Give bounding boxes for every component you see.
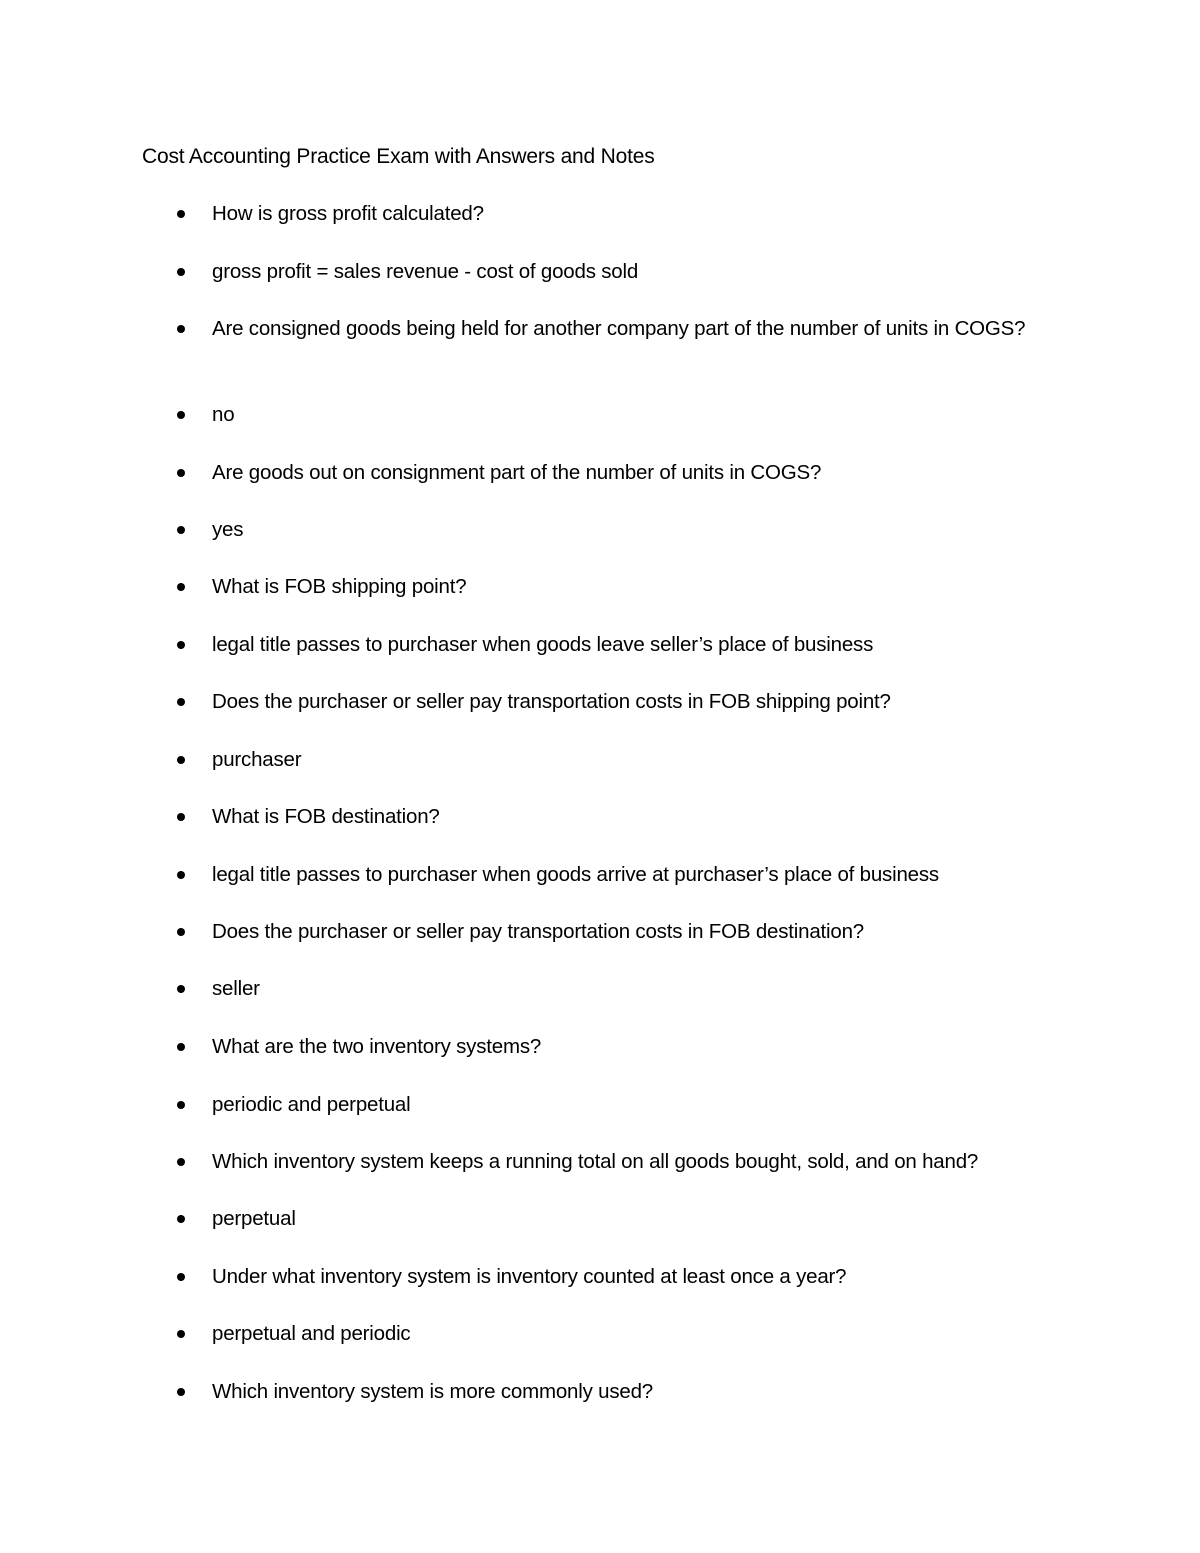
bullet-item-14 (170, 974, 1040, 1004)
bullet-icon (177, 411, 185, 419)
bullet-icon (177, 1273, 185, 1281)
bullet-icon (177, 583, 185, 591)
bullet-item-7 (170, 572, 1040, 602)
bullet-icon (177, 1101, 185, 1109)
bullet-icon (177, 526, 185, 534)
bullet-item-3 (170, 314, 1040, 344)
bullet-icon (177, 871, 185, 879)
bullet-item-8 (170, 630, 1040, 660)
bullet-text: Does the purchaser or seller pay transportation costs in FOB shipping point? (212, 690, 891, 713)
bullet-text: no (212, 403, 235, 426)
bullet-item-21 (170, 1377, 1040, 1407)
bullet-text: What are the two inventory systems? (212, 1035, 542, 1058)
bullet-item-2 (170, 257, 1040, 287)
bullet-icon (177, 985, 185, 993)
bullet-text: Are goods out on consignment part of the number of units in COGS? (212, 461, 822, 484)
bullet-item-6 (170, 515, 1040, 545)
bullet-text: Which inventory system keeps a running total on all goods bought, sold, and on hand? (212, 1150, 979, 1173)
bullet-item-5 (170, 458, 1040, 488)
bullet-text: Which inventory system is more commonly used? (212, 1380, 654, 1403)
bullet-icon (177, 325, 185, 333)
bullet-icon (177, 1215, 185, 1223)
bullet-item-18 (170, 1204, 1040, 1234)
bullet-icon (177, 268, 185, 276)
bullet-text: purchaser (212, 748, 302, 771)
bullet-icon (177, 210, 185, 218)
bullet-item-15 (170, 1032, 1040, 1062)
bullet-item-9 (170, 687, 1040, 717)
bullet-item-13 (170, 917, 1040, 947)
bullet-item-10 (170, 745, 1040, 775)
bullet-item-4 (170, 400, 1040, 430)
bullet-text: legal title passes to purchaser when goods arrive at purchaser’s place of business (212, 863, 939, 886)
bullet-text: How is gross profit calculated? (212, 202, 484, 225)
bullet-text: seller (212, 977, 260, 1000)
bullet-text: Does the purchaser or seller pay transportation costs in FOB destination? (212, 920, 864, 943)
document-title: Cost Accounting Practice Exam with Answers and Notes (142, 145, 655, 168)
bullet-text: What is FOB shipping point? (212, 575, 467, 598)
bullet-item-17 (170, 1147, 1040, 1177)
bullet-icon (177, 928, 185, 936)
bullet-item-1 (170, 199, 1040, 229)
bullet-icon (177, 1158, 185, 1166)
bullet-text: Under what inventory system is inventory counted at least once a year? (212, 1265, 847, 1288)
bullet-text: legal title passes to purchaser when goods leave seller’s place of business (212, 633, 874, 656)
bullet-icon (177, 469, 185, 477)
bullet-icon (177, 756, 185, 764)
bullet-icon (177, 1388, 185, 1396)
bullet-icon (177, 698, 185, 706)
bullet-text: gross profit = sales revenue - cost of goods sold (212, 260, 639, 283)
bullet-item-11 (170, 802, 1040, 832)
bullet-text: What is FOB destination? (212, 805, 440, 828)
bullet-item-16 (170, 1090, 1040, 1120)
bullet-item-19 (170, 1262, 1040, 1292)
bullet-icon (177, 1043, 185, 1051)
bullet-text: periodic and perpetual (212, 1093, 411, 1116)
bullet-text: perpetual (212, 1207, 296, 1230)
bullet-icon (177, 1330, 185, 1338)
bullet-text: Are consigned goods being held for another company part of the number of units in COGS? (212, 317, 1026, 340)
bullet-item-20 (170, 1319, 1040, 1349)
bullet-item-12 (170, 860, 1040, 890)
bullet-text: perpetual and periodic (212, 1322, 411, 1345)
bullet-icon (177, 641, 185, 649)
bullet-icon (177, 813, 185, 821)
bullet-text: yes (212, 518, 244, 541)
